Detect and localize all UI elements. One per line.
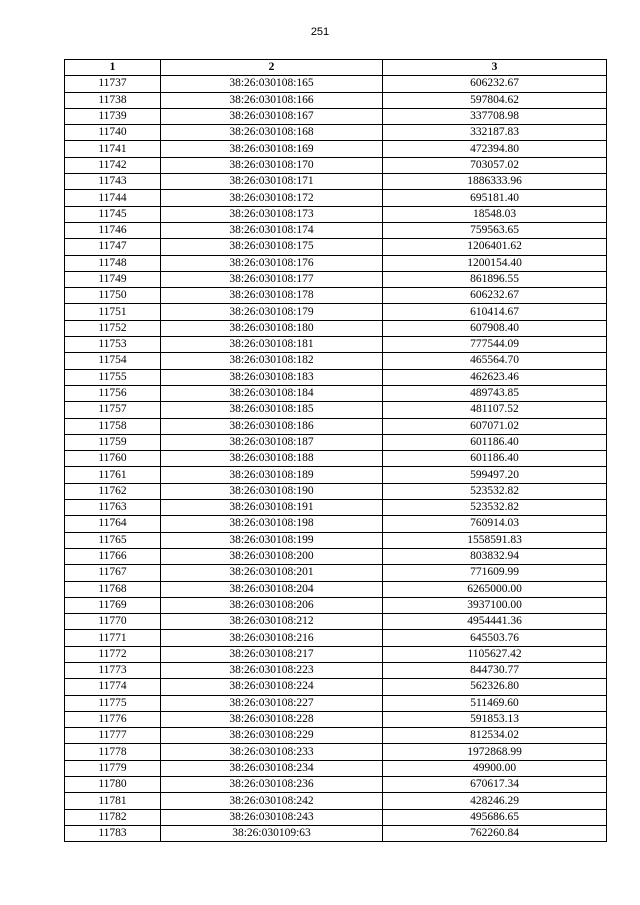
table-row xyxy=(65,744,607,760)
row-number-cell: 11758 xyxy=(65,418,161,434)
cadastral-number-cell: 38:26:030108:165 xyxy=(161,76,383,92)
value-cell: 759563.65 xyxy=(383,222,607,238)
cadastral-number-cell: 38:26:030108:190 xyxy=(161,483,383,499)
table-row xyxy=(65,614,607,630)
row-number-cell: 11741 xyxy=(65,141,161,157)
table-row xyxy=(65,809,607,825)
value-cell: 606232.67 xyxy=(383,76,607,92)
cadastral-number-cell: 38:26:030108:168 xyxy=(161,125,383,141)
table-row xyxy=(65,777,607,793)
cadastral-number-cell: 38:26:030108:167 xyxy=(161,108,383,124)
row-number-cell: 11751 xyxy=(65,304,161,320)
row-number-cell: 11780 xyxy=(65,777,161,793)
cadastral-number-cell: 38:26:030108:223 xyxy=(161,662,383,678)
value-cell: 606232.67 xyxy=(383,288,607,304)
row-number-cell: 11778 xyxy=(65,744,161,760)
value-cell: 591853.13 xyxy=(383,711,607,727)
cadastral-number-cell: 38:26:030108:216 xyxy=(161,630,383,646)
table-row xyxy=(65,760,607,776)
value-cell: 597804.62 xyxy=(383,92,607,108)
table-row xyxy=(65,222,607,238)
value-cell: 462623.46 xyxy=(383,369,607,385)
row-number-cell: 11782 xyxy=(65,809,161,825)
table-row xyxy=(65,353,607,369)
value-cell: 3937100.00 xyxy=(383,597,607,613)
value-cell: 812534.02 xyxy=(383,728,607,744)
value-cell: 472394.80 xyxy=(383,141,607,157)
table-row xyxy=(65,320,607,336)
value-cell: 1886333.96 xyxy=(383,174,607,190)
table-row xyxy=(65,630,607,646)
row-number-cell: 11752 xyxy=(65,320,161,336)
row-number-cell: 11738 xyxy=(65,92,161,108)
value-cell: 332187.83 xyxy=(383,125,607,141)
row-number-cell: 11745 xyxy=(65,206,161,222)
cadastral-number-cell: 38:26:030108:204 xyxy=(161,581,383,597)
table-row xyxy=(65,337,607,353)
value-cell: 607908.40 xyxy=(383,320,607,336)
row-number-cell: 11770 xyxy=(65,614,161,630)
row-number-cell: 11746 xyxy=(65,222,161,238)
cadastral-number-cell: 38:26:030108:212 xyxy=(161,614,383,630)
table-row xyxy=(65,141,607,157)
cadastral-number-cell: 38:26:030109:63 xyxy=(161,825,383,841)
cadastral-number-cell: 38:26:030108:187 xyxy=(161,434,383,450)
row-number-cell: 11760 xyxy=(65,451,161,467)
table-row xyxy=(65,255,607,271)
value-cell: 1972868.99 xyxy=(383,744,607,760)
cadastral-number-cell: 38:26:030108:198 xyxy=(161,516,383,532)
value-cell: 495686.65 xyxy=(383,809,607,825)
row-number-cell: 11763 xyxy=(65,500,161,516)
value-cell: 428246.29 xyxy=(383,793,607,809)
cadastral-number-cell: 38:26:030108:170 xyxy=(161,157,383,173)
value-cell: 601186.40 xyxy=(383,434,607,450)
row-number-cell: 11775 xyxy=(65,695,161,711)
table-row xyxy=(65,548,607,564)
table-row xyxy=(65,108,607,124)
row-number-cell: 11761 xyxy=(65,467,161,483)
table-row xyxy=(65,190,607,206)
table-row xyxy=(65,467,607,483)
value-cell: 760914.03 xyxy=(383,516,607,532)
value-cell: 670617.34 xyxy=(383,777,607,793)
cadastral-number-cell: 38:26:030108:185 xyxy=(161,402,383,418)
value-cell: 607071.02 xyxy=(383,418,607,434)
table-row xyxy=(65,532,607,548)
column-header-1: 1 xyxy=(65,60,161,76)
row-number-cell: 11737 xyxy=(65,76,161,92)
cadastral-number-cell: 38:26:030108:217 xyxy=(161,646,383,662)
value-cell: 489743.85 xyxy=(383,385,607,401)
table-body xyxy=(65,76,607,842)
row-number-cell: 11783 xyxy=(65,825,161,841)
table-row xyxy=(65,206,607,222)
cadastral-number-cell: 38:26:030108:183 xyxy=(161,369,383,385)
cadastral-number-cell: 38:26:030108:189 xyxy=(161,467,383,483)
value-cell: 844730.77 xyxy=(383,662,607,678)
table-row xyxy=(65,825,607,841)
table-row xyxy=(65,516,607,532)
cadastral-number-cell: 38:26:030108:227 xyxy=(161,695,383,711)
cadastral-number-cell: 38:26:030108:242 xyxy=(161,793,383,809)
row-number-cell: 11759 xyxy=(65,434,161,450)
table-row xyxy=(65,451,607,467)
table-row xyxy=(65,679,607,695)
row-number-cell: 11776 xyxy=(65,711,161,727)
table-header-row xyxy=(65,60,607,76)
table-row xyxy=(65,157,607,173)
data-table xyxy=(64,59,607,842)
value-cell: 703057.02 xyxy=(383,157,607,173)
cadastral-number-cell: 38:26:030108:184 xyxy=(161,385,383,401)
row-number-cell: 11764 xyxy=(65,516,161,532)
table-row xyxy=(65,125,607,141)
value-cell: 49900.00 xyxy=(383,760,607,776)
value-cell: 562326.80 xyxy=(383,679,607,695)
table-row xyxy=(65,385,607,401)
value-cell: 695181.40 xyxy=(383,190,607,206)
cadastral-number-cell: 38:26:030108:186 xyxy=(161,418,383,434)
value-cell: 523532.82 xyxy=(383,500,607,516)
cadastral-number-cell: 38:26:030108:200 xyxy=(161,548,383,564)
table-row xyxy=(65,239,607,255)
cadastral-number-cell: 38:26:030108:243 xyxy=(161,809,383,825)
table-row xyxy=(65,288,607,304)
table-row xyxy=(65,646,607,662)
row-number-cell: 11762 xyxy=(65,483,161,499)
row-number-cell: 11748 xyxy=(65,255,161,271)
value-cell: 610414.67 xyxy=(383,304,607,320)
value-cell: 762260.84 xyxy=(383,825,607,841)
row-number-cell: 11749 xyxy=(65,271,161,287)
value-cell: 599497.20 xyxy=(383,467,607,483)
cadastral-number-cell: 38:26:030108:228 xyxy=(161,711,383,727)
page-number: 251 xyxy=(310,26,330,38)
value-cell: 601186.40 xyxy=(383,451,607,467)
row-number-cell: 11744 xyxy=(65,190,161,206)
cadastral-number-cell: 38:26:030108:166 xyxy=(161,92,383,108)
cadastral-number-cell: 38:26:030108:177 xyxy=(161,271,383,287)
table-row xyxy=(65,483,607,499)
table-row xyxy=(65,271,607,287)
table-row xyxy=(65,402,607,418)
cadastral-number-cell: 38:26:030108:188 xyxy=(161,451,383,467)
value-cell: 1558591.83 xyxy=(383,532,607,548)
value-cell: 1206401.62 xyxy=(383,239,607,255)
cadastral-number-cell: 38:26:030108:169 xyxy=(161,141,383,157)
cadastral-number-cell: 38:26:030108:206 xyxy=(161,597,383,613)
cadastral-number-cell: 38:26:030108:201 xyxy=(161,565,383,581)
cadastral-number-cell: 38:26:030108:181 xyxy=(161,337,383,353)
table-row xyxy=(65,369,607,385)
row-number-cell: 11766 xyxy=(65,548,161,564)
table-row xyxy=(65,418,607,434)
value-cell: 337708.98 xyxy=(383,108,607,124)
table-row xyxy=(65,174,607,190)
row-number-cell: 11779 xyxy=(65,760,161,776)
row-number-cell: 11781 xyxy=(65,793,161,809)
cadastral-number-cell: 38:26:030108:182 xyxy=(161,353,383,369)
row-number-cell: 11743 xyxy=(65,174,161,190)
value-cell: 6265000.00 xyxy=(383,581,607,597)
table-row xyxy=(65,434,607,450)
cadastral-number-cell: 38:26:030108:174 xyxy=(161,222,383,238)
row-number-cell: 11773 xyxy=(65,662,161,678)
value-cell: 1200154.40 xyxy=(383,255,607,271)
value-cell: 861896.55 xyxy=(383,271,607,287)
value-cell: 523532.82 xyxy=(383,483,607,499)
table-row xyxy=(65,565,607,581)
row-number-cell: 11771 xyxy=(65,630,161,646)
value-cell: 771609.99 xyxy=(383,565,607,581)
row-number-cell: 11774 xyxy=(65,679,161,695)
cadastral-number-cell: 38:26:030108:234 xyxy=(161,760,383,776)
row-number-cell: 11740 xyxy=(65,125,161,141)
row-number-cell: 11739 xyxy=(65,108,161,124)
row-number-cell: 11769 xyxy=(65,597,161,613)
cadastral-number-cell: 38:26:030108:236 xyxy=(161,777,383,793)
value-cell: 777544.09 xyxy=(383,337,607,353)
column-header-3: 3 xyxy=(383,60,607,76)
cadastral-number-cell: 38:26:030108:178 xyxy=(161,288,383,304)
table-row xyxy=(65,500,607,516)
row-number-cell: 11777 xyxy=(65,728,161,744)
cadastral-number-cell: 38:26:030108:175 xyxy=(161,239,383,255)
row-number-cell: 11750 xyxy=(65,288,161,304)
row-number-cell: 11753 xyxy=(65,337,161,353)
table-row xyxy=(65,662,607,678)
table-row xyxy=(65,76,607,92)
cadastral-number-cell: 38:26:030108:180 xyxy=(161,320,383,336)
value-cell: 803832.94 xyxy=(383,548,607,564)
value-cell: 511469.60 xyxy=(383,695,607,711)
table-row xyxy=(65,597,607,613)
value-cell: 465564.70 xyxy=(383,353,607,369)
row-number-cell: 11755 xyxy=(65,369,161,385)
value-cell: 4954441.36 xyxy=(383,614,607,630)
table-row xyxy=(65,793,607,809)
value-cell: 18548.03 xyxy=(383,206,607,222)
cadastral-number-cell: 38:26:030108:224 xyxy=(161,679,383,695)
value-cell: 1105627.42 xyxy=(383,646,607,662)
cadastral-number-cell: 38:26:030108:171 xyxy=(161,174,383,190)
cadastral-number-cell: 38:26:030108:179 xyxy=(161,304,383,320)
table-row xyxy=(65,304,607,320)
table-row xyxy=(65,711,607,727)
cadastral-number-cell: 38:26:030108:233 xyxy=(161,744,383,760)
table-row xyxy=(65,92,607,108)
row-number-cell: 11756 xyxy=(65,385,161,401)
row-number-cell: 11765 xyxy=(65,532,161,548)
table-row xyxy=(65,581,607,597)
row-number-cell: 11757 xyxy=(65,402,161,418)
table-row xyxy=(65,728,607,744)
value-cell: 645503.76 xyxy=(383,630,607,646)
row-number-cell: 11754 xyxy=(65,353,161,369)
table-row xyxy=(65,695,607,711)
row-number-cell: 11742 xyxy=(65,157,161,173)
cadastral-number-cell: 38:26:030108:176 xyxy=(161,255,383,271)
row-number-cell: 11767 xyxy=(65,565,161,581)
cadastral-number-cell: 38:26:030108:172 xyxy=(161,190,383,206)
cadastral-number-cell: 38:26:030108:229 xyxy=(161,728,383,744)
row-number-cell: 11772 xyxy=(65,646,161,662)
row-number-cell: 11768 xyxy=(65,581,161,597)
value-cell: 481107.52 xyxy=(383,402,607,418)
column-header-2: 2 xyxy=(161,60,383,76)
cadastral-number-cell: 38:26:030108:191 xyxy=(161,500,383,516)
cadastral-number-cell: 38:26:030108:199 xyxy=(161,532,383,548)
cadastral-number-cell: 38:26:030108:173 xyxy=(161,206,383,222)
row-number-cell: 11747 xyxy=(65,239,161,255)
